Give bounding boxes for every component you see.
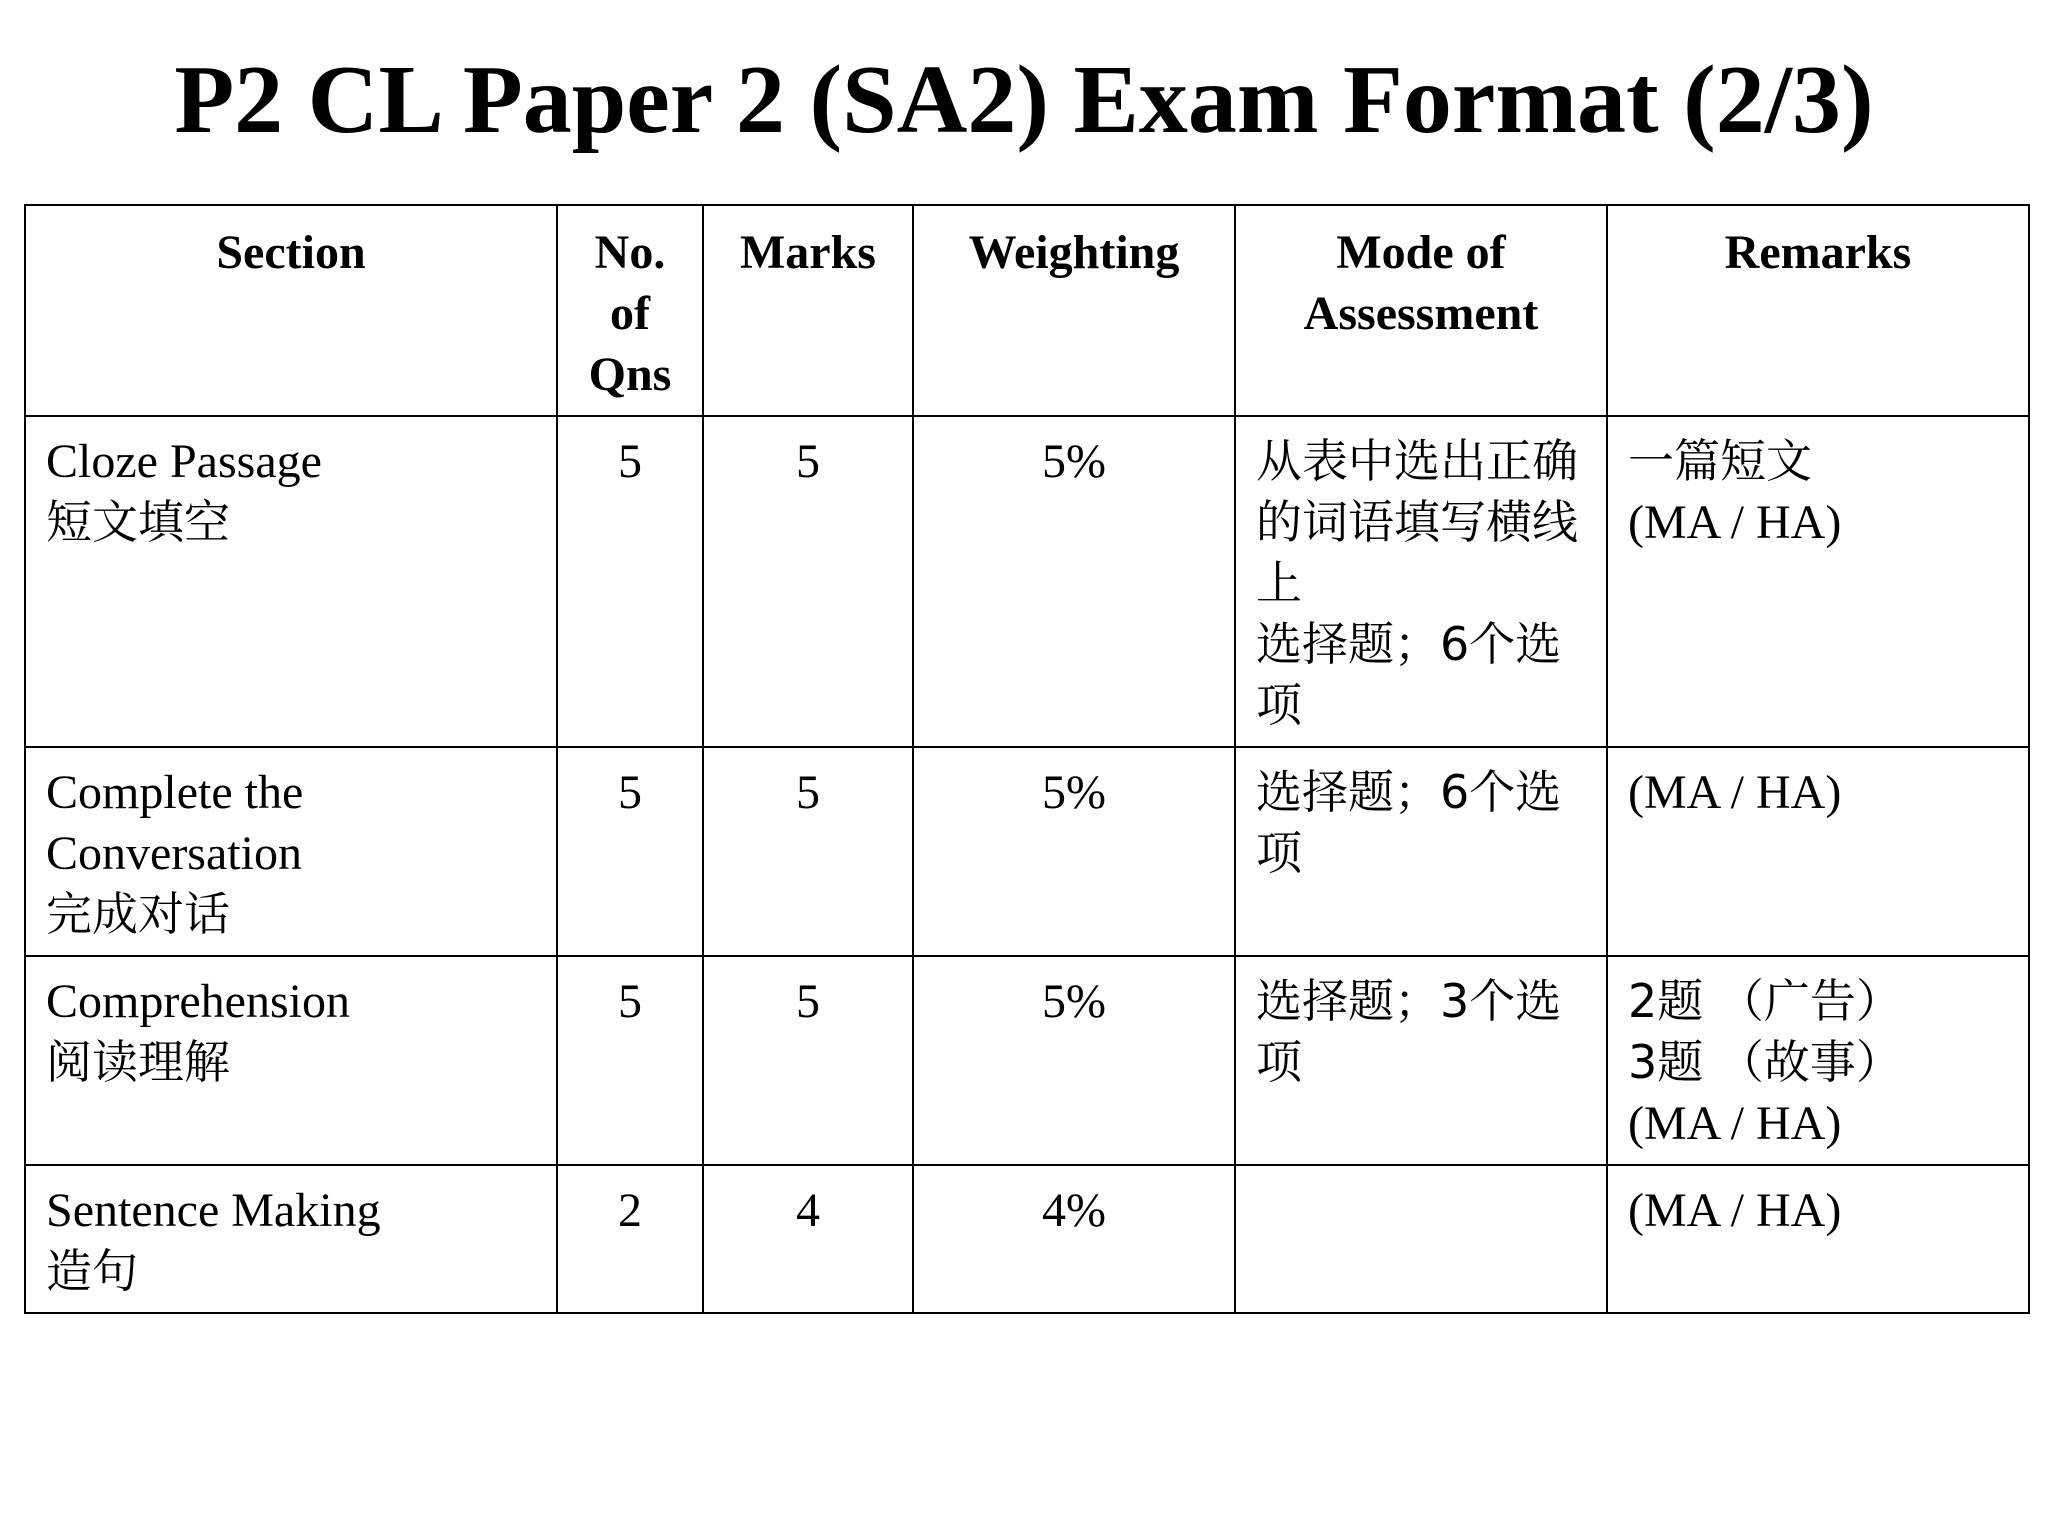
marks-cell: 5: [703, 747, 913, 956]
mode-cell: [1235, 747, 1607, 956]
remarks-line: (MA / HA): [1628, 1184, 1842, 1237]
remarks-cell: [1607, 416, 2029, 747]
mode-cell: [1235, 416, 1607, 747]
weighting-cell: 4%: [913, 1165, 1235, 1313]
mode-cell: [1235, 1165, 1607, 1313]
qns-cell: 5: [557, 747, 703, 956]
header-mode-line-2: Assessment: [1303, 287, 1539, 340]
mode-text: 从表中选出正确的词语填写横线上: [1256, 434, 1578, 610]
section-cell: [25, 1165, 557, 1313]
remarks-line: 一篇短文: [1628, 434, 1812, 488]
page-title: P2 CL Paper 2 (SA2) Exam Format (2/3): [174, 46, 1874, 154]
remarks-line: (MA / HA): [1628, 766, 1842, 819]
section-name-en: Complete the Conversation: [46, 766, 304, 880]
section-name-en: Comprehension: [46, 975, 350, 1028]
section-name-cn: 造句: [46, 1244, 138, 1298]
header-remarks: Remarks: [1607, 205, 2029, 416]
marks-cell: 5: [703, 956, 913, 1165]
table-row: [25, 1165, 2029, 1313]
exam-format-table: [24, 204, 2030, 1314]
qns-cell: 5: [557, 416, 703, 747]
section-name-cn: 短文填空: [46, 495, 230, 549]
section-cell: [25, 747, 557, 956]
section-cell: [25, 416, 557, 747]
marks-cell: 5: [703, 416, 913, 747]
section-cell: [25, 956, 557, 1165]
remarks-cell: [1607, 747, 2029, 956]
header-qns-line-2: of: [610, 287, 650, 340]
section-name-en: Sentence Making: [46, 1184, 381, 1237]
mode-text: 选择题；6个选项: [1256, 765, 1562, 880]
header-no-of-qns: [557, 205, 703, 416]
table-row: [25, 956, 2029, 1165]
header-qns-line-1: No.: [594, 226, 666, 279]
remarks-line: 2题 （广告）: [1628, 974, 1902, 1028]
header-mode-line-1: Mode of: [1336, 226, 1506, 279]
marks-cell: 4: [703, 1165, 913, 1313]
table-row: [25, 747, 2029, 956]
remarks-line: (MA / HA): [1628, 1097, 1842, 1150]
weighting-cell: 5%: [913, 747, 1235, 956]
table-row: [25, 416, 2029, 747]
qns-cell: 5: [557, 956, 703, 1165]
weighting-cell: 5%: [913, 956, 1235, 1165]
header-mode-of-assessment: [1235, 205, 1607, 416]
mode-cell: [1235, 956, 1607, 1165]
header-qns-line-3: Qns: [588, 348, 672, 401]
table-header-row: [25, 205, 2029, 416]
mode-text: 选择题；3个选项: [1256, 974, 1562, 1089]
qns-cell: 2: [557, 1165, 703, 1313]
header-weighting: Weighting: [913, 205, 1235, 416]
section-name-cn: 阅读理解: [46, 1035, 230, 1089]
header-marks: Marks: [703, 205, 913, 416]
section-name-cn: 完成对话: [46, 887, 230, 941]
weighting-cell: 5%: [913, 416, 1235, 747]
section-name-en: Cloze Passage: [46, 435, 322, 488]
mode-text-2: 选择题；6个选项: [1256, 617, 1562, 732]
remarks-line: (MA / HA): [1628, 496, 1842, 549]
header-section: Section: [25, 205, 557, 416]
remarks-cell: [1607, 1165, 2029, 1313]
remarks-line: 3题 （故事）: [1628, 1035, 1902, 1089]
remarks-cell: [1607, 956, 2029, 1165]
